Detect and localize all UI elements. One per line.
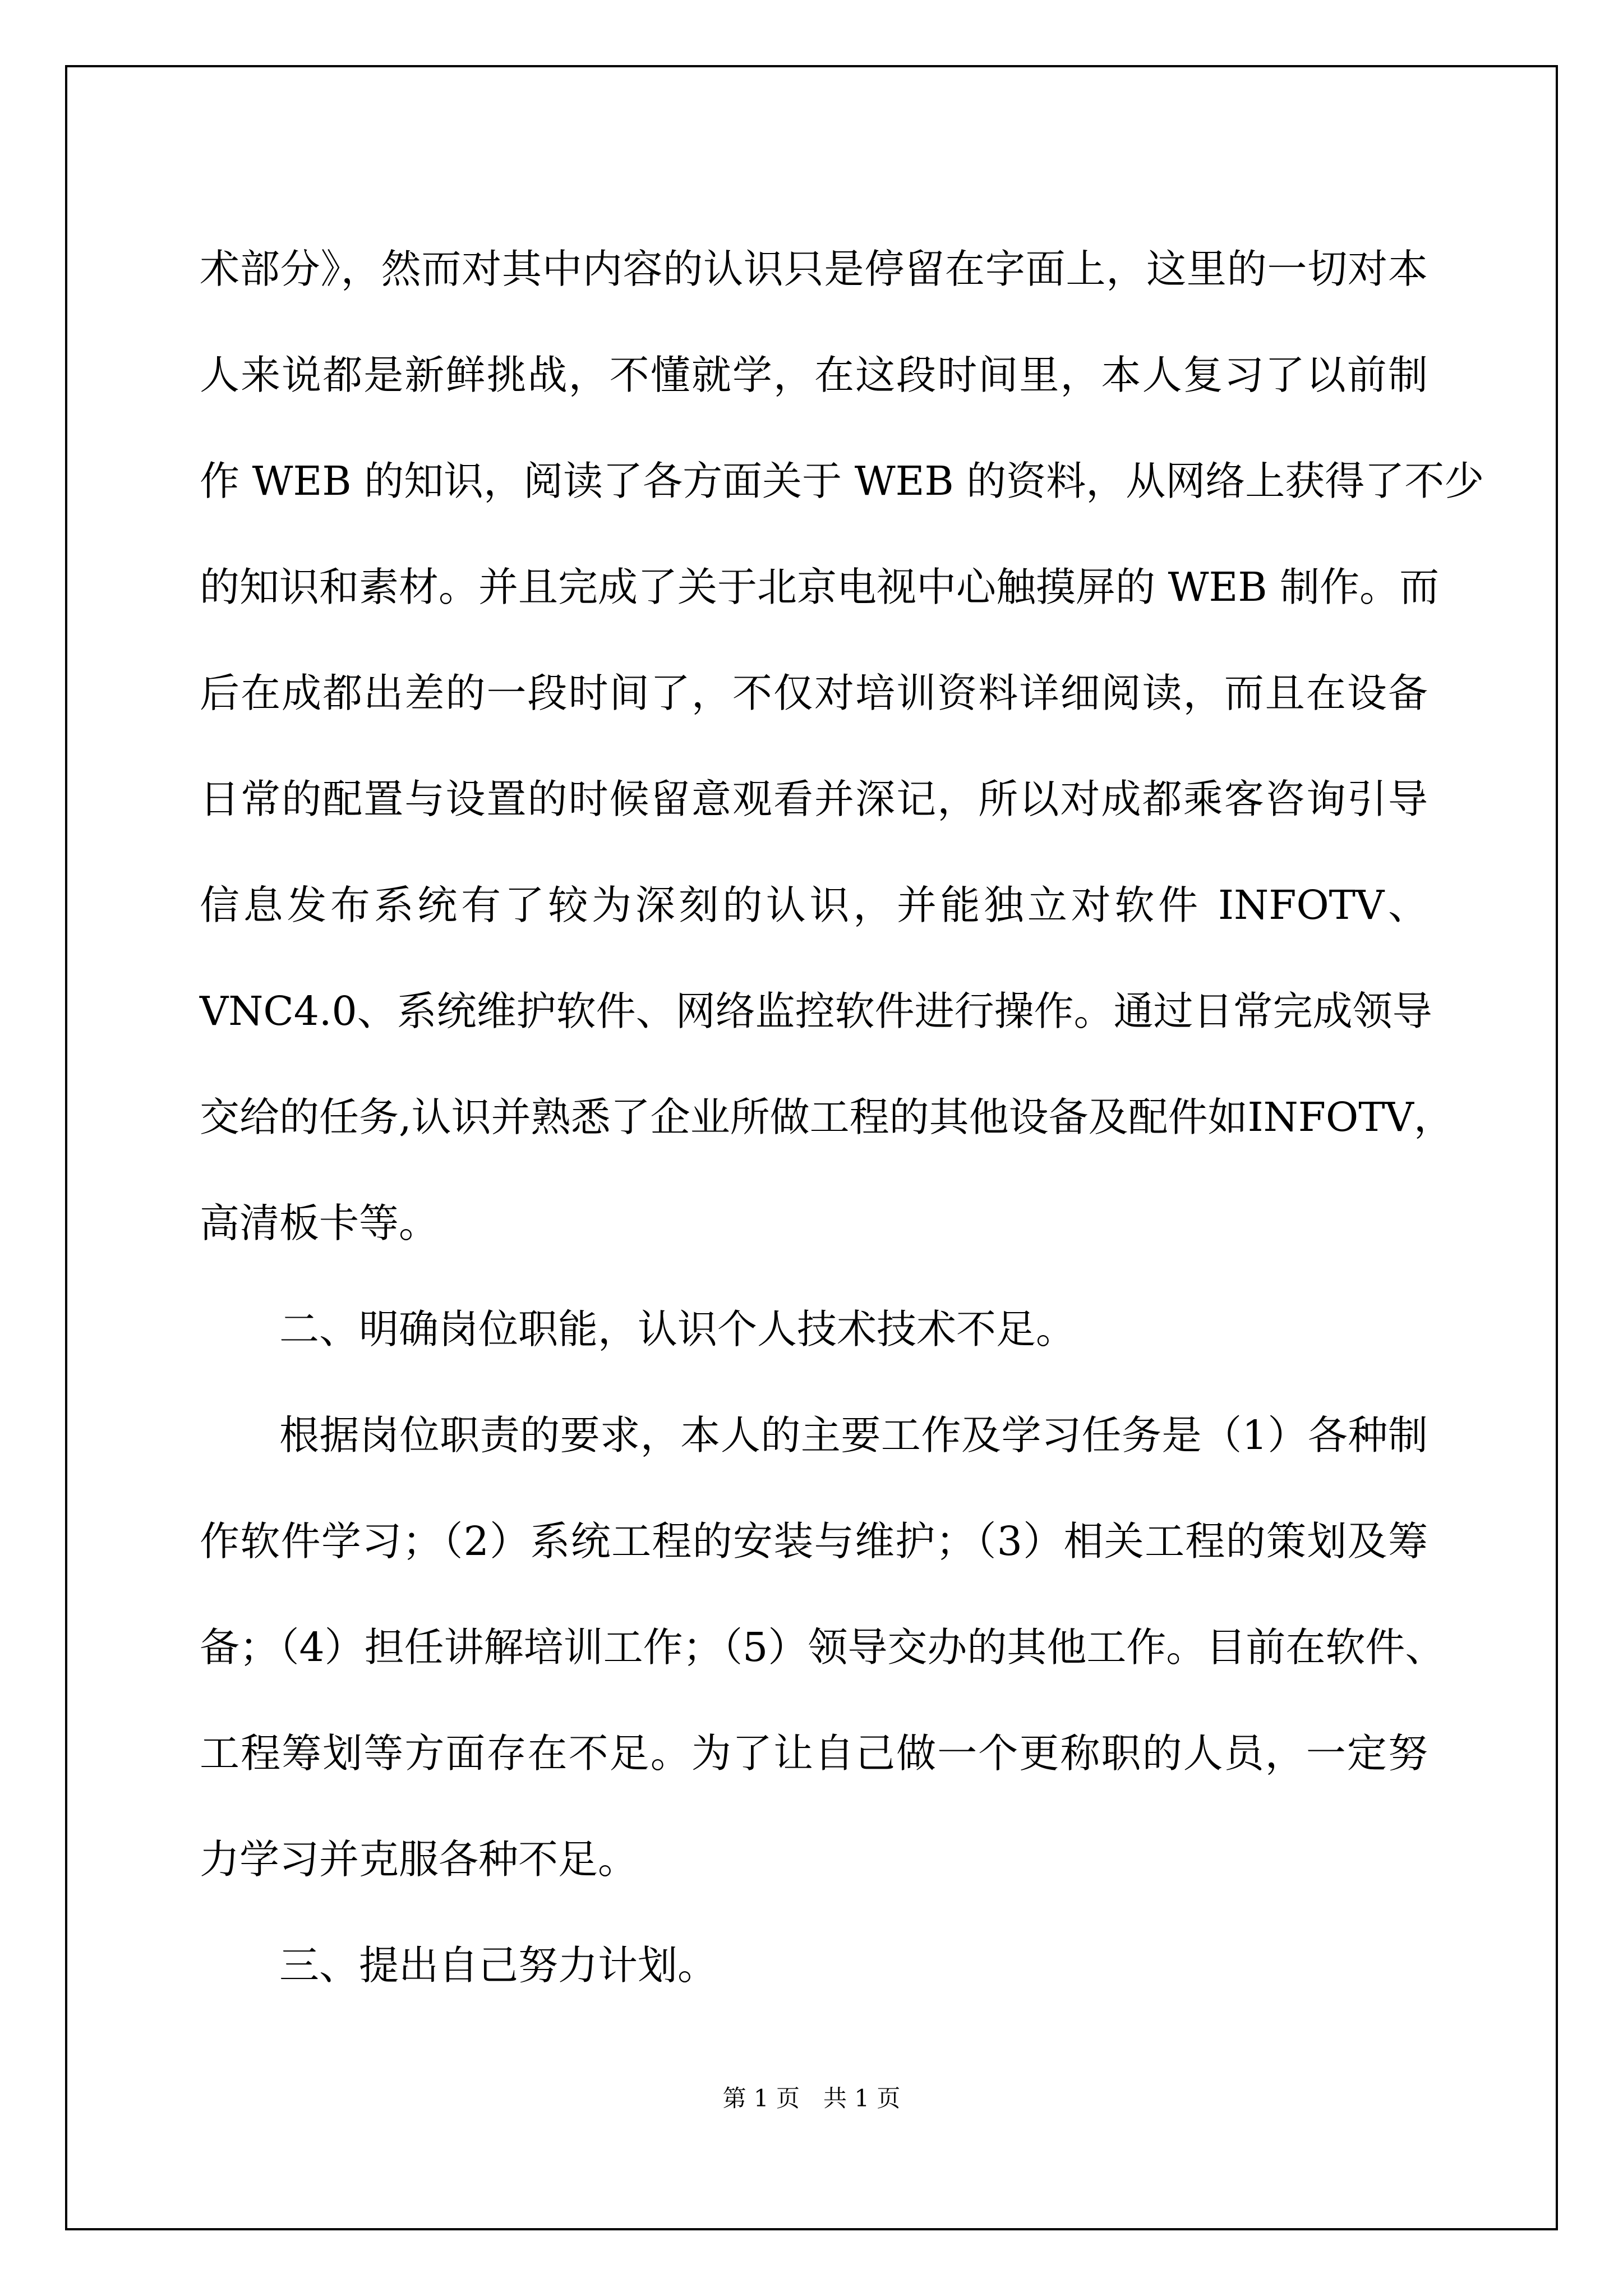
section-heading: 二、明确岗位职能，认识个人技术技术不足。: [279, 1306, 1076, 1352]
text-line: 交给的任务,认识并熟悉了企业所做工程的其他设备及配件如INFOTV，: [200, 1094, 1454, 1140]
section-heading: 三、提出自己努力计划。: [279, 1942, 718, 1989]
text-line: 根据岗位职责的要求，本人的主要工作及学习任务是（1）各种制: [279, 1412, 1428, 1458]
text-line: 备；（4）担任讲解培训工作；（5）领导交办的其他工作。目前在软件、: [200, 1624, 1445, 1671]
text-line: 力学习并克服各种不足。: [200, 1836, 638, 1883]
text-line: 术部分》，然而对其中内容的认识只是停留在字面上，这里的一切对本: [200, 246, 1428, 292]
text-line: 后在成都出差的一段时间了，不仅对培训资料详细阅读，而且在设备: [200, 670, 1428, 716]
text-line: VNC4.0、系统维护软件、网络监控软件进行操作。通过日常完成领导: [200, 988, 1432, 1034]
text-line: 工程筹划等方面存在不足。为了让自己做一个更称职的人员，一定努: [200, 1730, 1428, 1777]
page-footer: [0, 2080, 1623, 2114]
text-line: 日常的配置与设置的时候留意观看并深记，所以对成都乘客咨询引导: [200, 776, 1428, 822]
text-line: 作软件学习；（2）系统工程的安装与维护；（3）相关工程的策划及筹: [200, 1518, 1428, 1565]
text-line: 作 WEB 的知识，阅读了各方面关于 WEB 的资料，从网络上获得了不少: [200, 458, 1484, 504]
text-line: 人来说都是新鲜挑战，不懂就学，在这段时间里，本人复习了以前制: [200, 352, 1428, 398]
text-line: 的知识和素材。并且完成了关于北京电视中心触摸屏的 WEB 制作。而: [200, 564, 1440, 610]
text-line: 信息发布系统有了较为深刻的认识，并能独立对软件 INFOTV、: [200, 882, 1428, 928]
text-line: 高清板卡等。: [200, 1200, 439, 1246]
page-number: 第 1 页 共 1 页: [722, 2085, 901, 2112]
document-body: [200, 216, 1484, 2018]
